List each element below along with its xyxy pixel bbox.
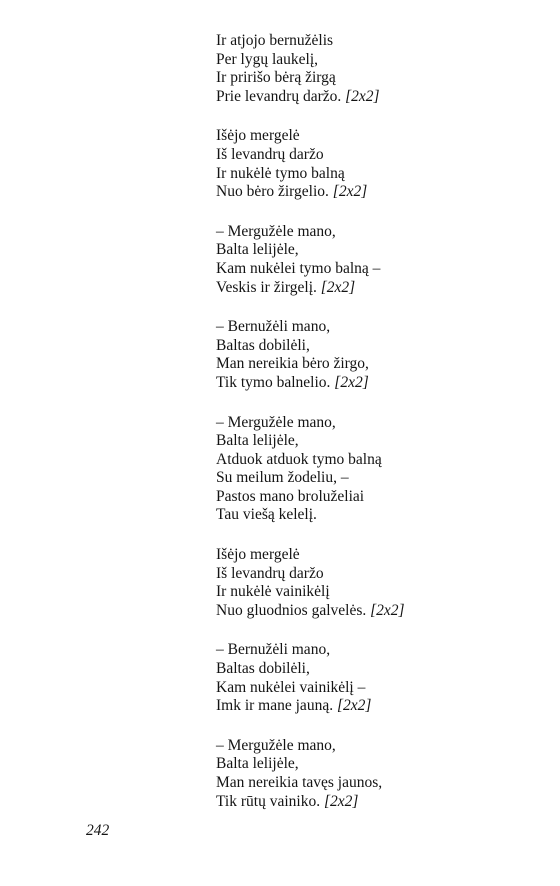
verse-line	[216, 183, 536, 202]
page-number: 242	[86, 822, 110, 839]
verse-line	[216, 32, 536, 51]
verse-text: Ir atjojo bernužėlis	[216, 32, 334, 49]
verse-line	[216, 260, 536, 279]
verse-text: – Mergužėle mano,	[216, 222, 336, 240]
verse-text: Nuo gluodnios galvelės.	[216, 601, 367, 619]
verse-line	[216, 565, 536, 584]
refrain-marker: [2x2]	[320, 278, 356, 296]
verse-text: Ir pririšo bėrą žirgą	[216, 69, 336, 87]
poem-text	[216, 32, 536, 832]
verse-line	[216, 546, 536, 565]
verse-line	[216, 793, 536, 812]
verse-line	[216, 414, 536, 433]
verse-line	[216, 51, 536, 70]
verse-text: Ir nukėlė vainikėlį	[216, 583, 330, 601]
verse-line	[216, 602, 536, 621]
verse-text: Baltas dobilėli,	[216, 336, 310, 354]
verse-line	[216, 451, 536, 470]
verse-line	[216, 488, 536, 507]
verse-line	[216, 697, 536, 716]
verse-text: Veskis ir žirgelį.	[216, 278, 317, 296]
verse-text: – Bernužėli mano,	[216, 641, 331, 659]
verse-text: Atduok atduok tymo balną	[216, 450, 382, 468]
verse-text: Prie levandrų daržo.	[216, 87, 342, 105]
verse-text: Tik tymo balnelio.	[216, 373, 331, 391]
verse-line	[216, 641, 536, 660]
stanza	[216, 414, 536, 526]
verse-line	[216, 279, 536, 298]
verse-line	[216, 146, 536, 165]
verse-line	[216, 223, 536, 242]
verse-text: Išėjo mergelė	[216, 546, 300, 564]
refrain-marker: [2x2]	[334, 373, 369, 391]
verse-line	[216, 165, 536, 184]
refrain-marker: [2x2]	[370, 601, 405, 619]
refrain-marker: [2x2]	[332, 183, 368, 201]
verse-text: Baltas dobilėli,	[216, 660, 310, 678]
verse-line	[216, 506, 536, 525]
verse-text: Man nereikia bėro žirgo,	[216, 355, 369, 373]
verse-text: Balta lelijėle,	[216, 432, 299, 450]
verse-text: – Bernužėli mano,	[216, 318, 331, 336]
stanza	[216, 641, 536, 715]
verse-text: Nuo bėro žirgelio.	[216, 183, 329, 201]
verse-text: Balta lelijėle,	[216, 241, 299, 259]
verse-text: Kam nukėlei tymo balną –	[216, 259, 381, 277]
stanza	[216, 223, 536, 297]
verse-text: – Mergužėle mano,	[216, 413, 336, 431]
verse-text: Iš levandrų daržo	[216, 145, 324, 163]
verse-text: Man nereikia tavęs jaunos,	[216, 774, 383, 791]
verse-text: Tik rūtų vainiko.	[216, 792, 321, 810]
refrain-marker: [2x2]	[336, 697, 372, 715]
verse-line	[216, 432, 536, 451]
verse-line	[216, 374, 536, 393]
stanza	[216, 318, 536, 392]
verse-line	[216, 679, 536, 698]
verse-text: Iš levandrų daržo	[216, 564, 324, 582]
verse-text: Išėjo mergelė	[216, 127, 300, 145]
verse-line	[216, 469, 536, 488]
verse-line	[216, 737, 536, 756]
verse-text: Pastos mano broluželiai	[216, 487, 365, 505]
verse-line	[216, 583, 536, 602]
stanza	[216, 546, 536, 620]
verse-text: Ir nukėlė tymo balną	[216, 164, 345, 182]
verse-text: Su meilum žodeliu, –	[216, 469, 349, 487]
verse-line	[216, 69, 536, 88]
verse-line	[216, 241, 536, 260]
stanza	[216, 32, 536, 106]
verse-text: Imk ir mane jauną.	[216, 697, 334, 715]
refrain-marker: [2x2]	[345, 87, 380, 105]
verse-line	[216, 660, 536, 679]
verse-line	[216, 355, 536, 374]
stanza	[216, 737, 536, 811]
verse-text: Per lygų laukelį,	[216, 50, 319, 68]
refrain-marker: [2x2]	[323, 792, 359, 810]
verse-line	[216, 774, 536, 793]
verse-line	[216, 88, 536, 107]
stanza	[216, 127, 536, 201]
verse-text: Tau viešą kelelį.	[216, 506, 317, 524]
verse-line	[216, 127, 536, 146]
verse-text: Balta lelijėle,	[216, 755, 299, 773]
verse-line	[216, 337, 536, 356]
verse-text: Kam nukėlei vainikėlį –	[216, 678, 366, 696]
verse-line	[216, 318, 536, 337]
verse-text: – Mergužėle mano,	[216, 736, 336, 754]
verse-line	[216, 755, 536, 774]
